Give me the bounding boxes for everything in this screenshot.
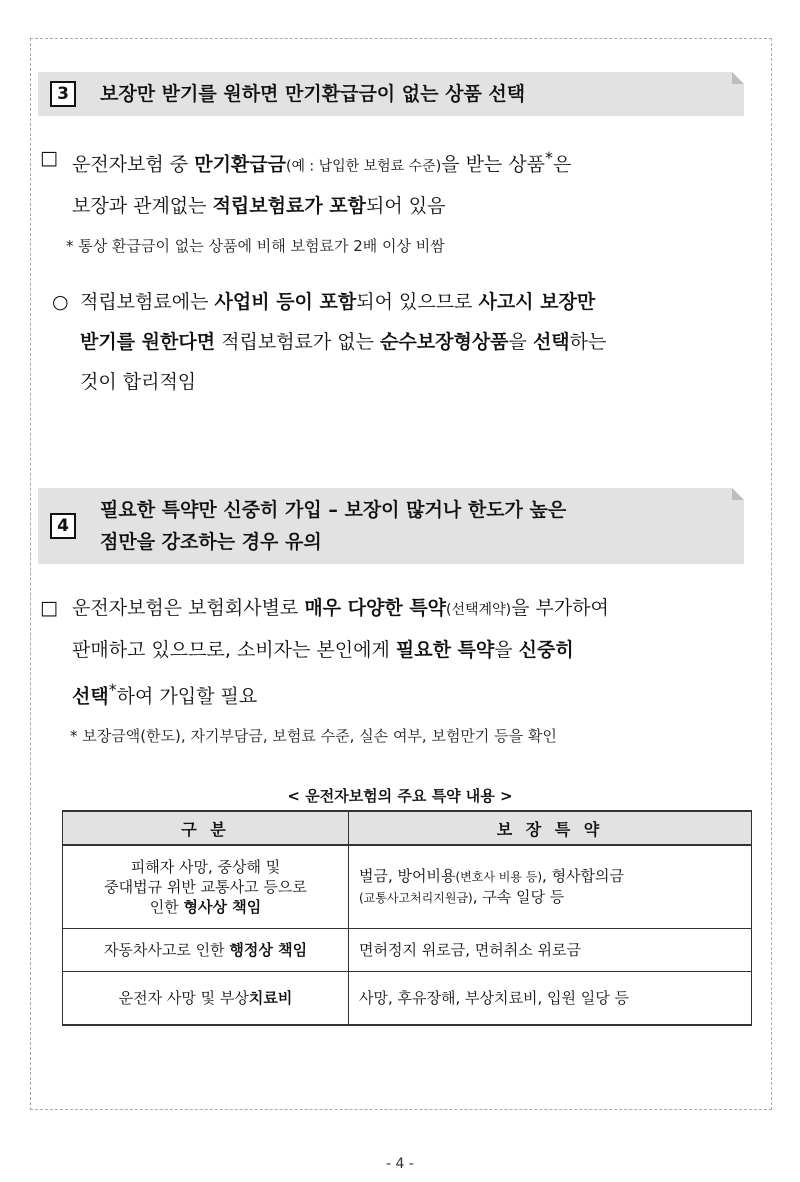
section-title: 보장만 받기를 원하면 만기환급금이 없는 상품 선택: [100, 83, 526, 105]
section-number-box: 3: [50, 81, 76, 107]
section-4-footnote: * 보장금액(한도), 자기부담금, 보험료 수준, 실손 여부, 보험만기 등을 확인: [70, 727, 557, 745]
table-row: [63, 929, 752, 972]
checkbox-bullet-icon: □: [40, 597, 58, 619]
section-3-heading: [38, 72, 744, 116]
section-number-box: 4: [50, 513, 76, 539]
category-cell: 운전자 사망 및 부상치료비: [63, 972, 349, 1026]
category-cell: 자동차사고로 인한 행정상 책임: [63, 929, 349, 972]
section-title: 필요한 특약만 신중히 가입 – 보장이 많거나 한도가 높은 점만을 강조하는 경우 유의: [100, 499, 567, 553]
section-3-footnote: * 통상 환급금이 없는 상품에 비해 보험료가 2배 이상 비쌈: [66, 237, 445, 255]
coverage-cell: 면허정지 위로금, 면허취소 위로금: [349, 929, 752, 972]
checkbox-bullet-icon: □: [40, 147, 58, 169]
special-terms-table: [62, 810, 752, 1026]
table-row: [63, 972, 752, 1026]
section-4-paragraph: 운전자보험은 보험회사별로 매우 다양한 특약(선택계약)을 부가하여 판매하고 있으므로, 소비자는 본인에게 필요한 특약을 신중히 선택*하여 가입할 필요: [72, 597, 609, 708]
table-caption: < 운전자보험의 주요 특약 내용 >: [287, 787, 513, 805]
folded-corner: [732, 488, 744, 500]
column-header-coverage: 보 장 특 약: [349, 811, 752, 845]
page-number: - 4 -: [386, 1156, 414, 1172]
section-4-heading: [38, 488, 744, 564]
folded-corner: [732, 72, 744, 84]
coverage-cell: 벌금, 방어비용(변호사 비용 등), 형사합의금 (교통사고처리지원금), 구속 일당 등: [349, 845, 752, 929]
table-row: [63, 845, 752, 929]
section-3-paragraph-2: 적립보험료에는 사업비 등이 포함되어 있으므로 사고시 보장만 받기를 원한다면 적립보험료가 없는 순수보장형상품을 선택하는 것이 합리적임: [80, 291, 607, 393]
circle-bullet-icon: ○: [52, 291, 69, 313]
table-header-row: [63, 811, 752, 845]
coverage-cell: 사망, 후유장해, 부상치료비, 입원 일당 등: [349, 972, 752, 1026]
column-header-category: 구 분: [63, 811, 349, 845]
section-3-paragraph-1: 운전자보험 중 만기환급금(예 : 납입한 보험료 수준)을 받는 상품*은 보장과 관계없는 적립보험료가 포함되어 있음: [72, 148, 572, 218]
category-cell: 피해자 사망, 중상해 및 중대법규 위반 교통사고 등으로 인한 형사상 책임: [63, 845, 349, 929]
